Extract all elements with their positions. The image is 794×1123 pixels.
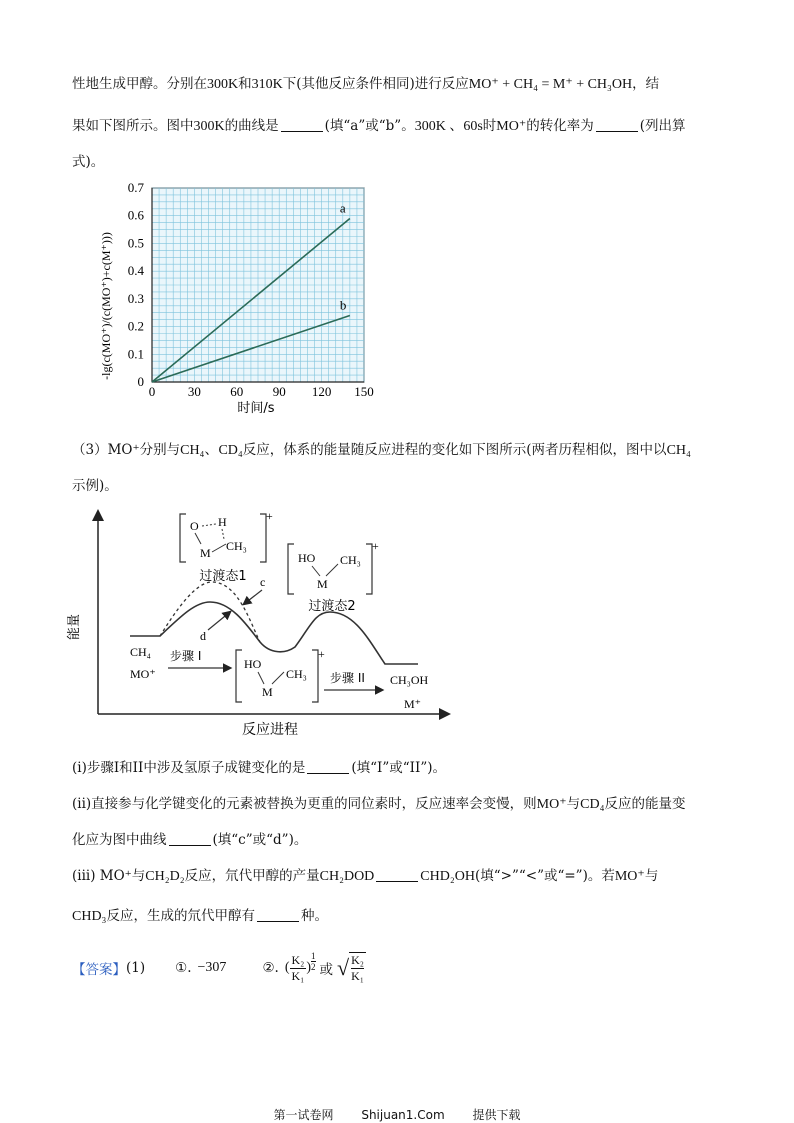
int-bond [258,672,264,684]
reaction-equation: MO⁺ + CH₄ = M⁺ + CH₃OH [468,77,633,92]
text: （3）MO⁺分别与 [72,442,181,458]
energy-y-label: 能量 [67,613,82,641]
answer-2-sqrt [337,952,366,984]
text: (填“a”或“b”。 [324,118,415,134]
int-atom-ch3: CH₃ [286,667,307,681]
answer-label: 【答案】 [72,962,126,978]
text: (填“>”“<”或“=”)。若 [474,868,615,884]
sqrt-numerator: K₂ [351,953,364,967]
text: (填“I”或“II”)。 [351,760,446,776]
ts1-atom-m: M [200,546,211,560]
ts1-label: 过渡态1 [199,569,247,584]
series-label-b: b [339,297,347,313]
energy-x-label: 反应进程 [242,722,298,738]
text: 式)。 [72,154,105,170]
formula: CD₄ [580,797,605,812]
fraction [290,953,307,984]
fraction-numerator: K₂ [291,952,305,967]
question-i [72,756,446,776]
formula: CH₂D₂ [145,869,185,884]
ts1-atom-ch3: CH₃ [226,539,247,553]
footer-site-url[interactable]: Shijuan1.Com [361,1108,445,1122]
x-tick-label: 0 [148,384,156,399]
text: 与 [644,868,659,884]
ts2-label: 过渡态2 [308,599,356,614]
page-footer [0,1106,794,1123]
question-line-2 [72,114,686,135]
curve-c [160,582,260,642]
ts1-partial-bond [222,529,224,539]
answer-line [72,952,366,984]
paren-close: ) [306,960,312,975]
text: (列出算 [639,118,686,134]
product-ch3oh: CH₃OH [390,673,429,687]
answer-blank[interactable] [376,880,418,882]
text: 示例)。 [72,478,118,494]
answer-part: (1) [126,960,146,976]
curve-d-label: d [200,629,206,643]
ts1-atom-h: H [218,515,227,529]
y-tick-label: 0.2 [127,318,144,334]
text: 种。 [300,908,328,924]
curve-c-label: c [260,575,266,589]
ts2-bracket-left [288,544,294,594]
ts2-charge: + [372,539,379,553]
sqrt-denominator: K₁ [351,969,364,983]
text: 果如下图所示。图中 [72,118,194,134]
y-tick-label: 0.4 [127,263,144,279]
conversion-chart [88,176,388,421]
reactant-ch4: CH₄ [130,645,151,659]
sqrt-icon: √ [337,955,350,980]
ts2-atom-ch3: CH₃ [340,553,361,567]
temp-300k: 300K [207,77,239,92]
product-m: M⁺ [404,697,422,711]
ts1-atom-o: O [190,519,199,533]
ts1-bond [212,544,226,552]
answer-or: 或 [319,962,334,978]
ts2-atom-m: M [317,577,328,591]
y-tick-label: 0.3 [127,290,144,306]
exponent-numerator: 1 [311,950,316,961]
text: 反应的能量变 [604,796,686,812]
temp-310k: 310K [251,77,283,92]
answer-blank[interactable] [257,920,299,922]
formula: MO⁺ [496,119,527,134]
curve-d-pointer [208,612,230,630]
answer-blank[interactable] [169,844,211,846]
answer-blank[interactable] [596,130,638,132]
question-line-3 [72,150,104,170]
y-tick-label: 0.5 [127,235,144,251]
ts2-atom-ho: HO [298,551,316,565]
text: (iii) MO⁺与 [72,868,146,884]
footer-download: 提供下载 [472,1108,521,1122]
text: 反应，生成的氘代甲醇有 [106,908,255,924]
int-bracket-left [236,650,242,702]
ts1-bracket-left [180,514,186,562]
ts1-charge: + [266,509,273,523]
y-tick-label: 0.6 [127,207,144,223]
text: 下(其他反应条件相同)进行反应 [282,76,469,92]
y-tick-label: 0 [137,374,144,389]
y-axis-label-text: -lg(c(MO⁺)/(c(MO⁺)+c(M⁺))) [99,232,113,380]
text: 和 [238,76,252,92]
step-1-label: 步骤 I [170,649,202,663]
question-iii-line-1 [72,864,658,885]
chart-grid [152,188,364,382]
exponent-denominator: 2 [311,961,316,972]
y-axis-label [99,232,113,380]
text: 的转化率为 [526,118,594,134]
formula: CH₄ [666,443,691,458]
x-tick-label: 30 [187,384,201,399]
formula: MO⁺ [614,869,645,884]
temp-300k: 300K [193,119,225,134]
answer-2-number: ②. [262,960,279,976]
int-bond [272,672,284,684]
x-axis-label: 时间/s [237,401,275,416]
fraction-denominator: K₁ [291,968,305,983]
paren-open: ( [284,960,290,975]
text: 性地生成甲醇。分别在 [72,76,207,92]
text: 与 [566,796,581,812]
y-tick-label: 0.7 [127,180,144,195]
ts1-bond [195,533,201,544]
text: (ii)直接参与化学键变化的元素被替换为更重的同位素时，反应速率会变慢，则 [72,796,537,812]
text: 反应，体系的能量随反应进程的变化如下图所示(两者历程相似，图中以 [242,442,667,458]
question-iii-line-2 [72,904,328,925]
text: (i)步骤I和II中涉及氢原子成键变化的是 [72,760,306,776]
x-tick-label: 90 [272,384,286,399]
int-atom-m: M [262,685,273,699]
ts2-bond [312,566,320,576]
step-2-label: 步骤 II [330,671,365,685]
answer-blank[interactable] [307,772,349,774]
x-tick-label: 120 [311,384,332,399]
question-3-line-1 [72,438,691,459]
formula: CH₂DOD [319,869,375,884]
question-3-line-2 [72,474,118,494]
text: (填“c”或“d”)。 [212,832,308,848]
question-line-1 [72,72,659,93]
text: 的曲线是 [224,118,279,134]
answer-1-value: −307 [197,960,227,975]
x-tick-label: 60 [230,384,244,399]
exponent [311,951,316,972]
text: 反应，氘代甲醇的产量 [184,868,320,884]
condition: 300K 、60s [414,119,483,134]
sqrt-fraction [349,952,366,984]
energy-diagram [60,502,460,742]
text: 时 [482,118,497,134]
answer-2-expr [284,950,316,984]
question-ii-line-2 [72,828,307,848]
formula: CHD₂OH [420,869,475,884]
answer-blank[interactable] [281,130,323,132]
answer-1-number: ①. [175,960,192,976]
x-tick-label: 150 [354,384,374,399]
curve-c-pointer [244,590,262,604]
int-atom-ho: HO [244,657,262,671]
series-label-a: a [339,200,346,216]
reactant-mo: MO⁺ [130,667,156,681]
y-tick-label: 0.1 [127,346,144,362]
text: 化应为图中曲线 [72,832,167,848]
question-ii-line-1 [72,792,685,813]
formula: MO⁺ [536,797,567,812]
ts2-bond [326,564,338,576]
footer-site-name: 第一试卷网 [273,1108,334,1122]
text: ，结 [632,76,660,92]
int-charge: + [318,647,325,661]
formula: CH₄、CD₄ [180,443,243,458]
formula: CHD₃ [72,909,107,924]
ts1-partial-bond [202,524,216,526]
